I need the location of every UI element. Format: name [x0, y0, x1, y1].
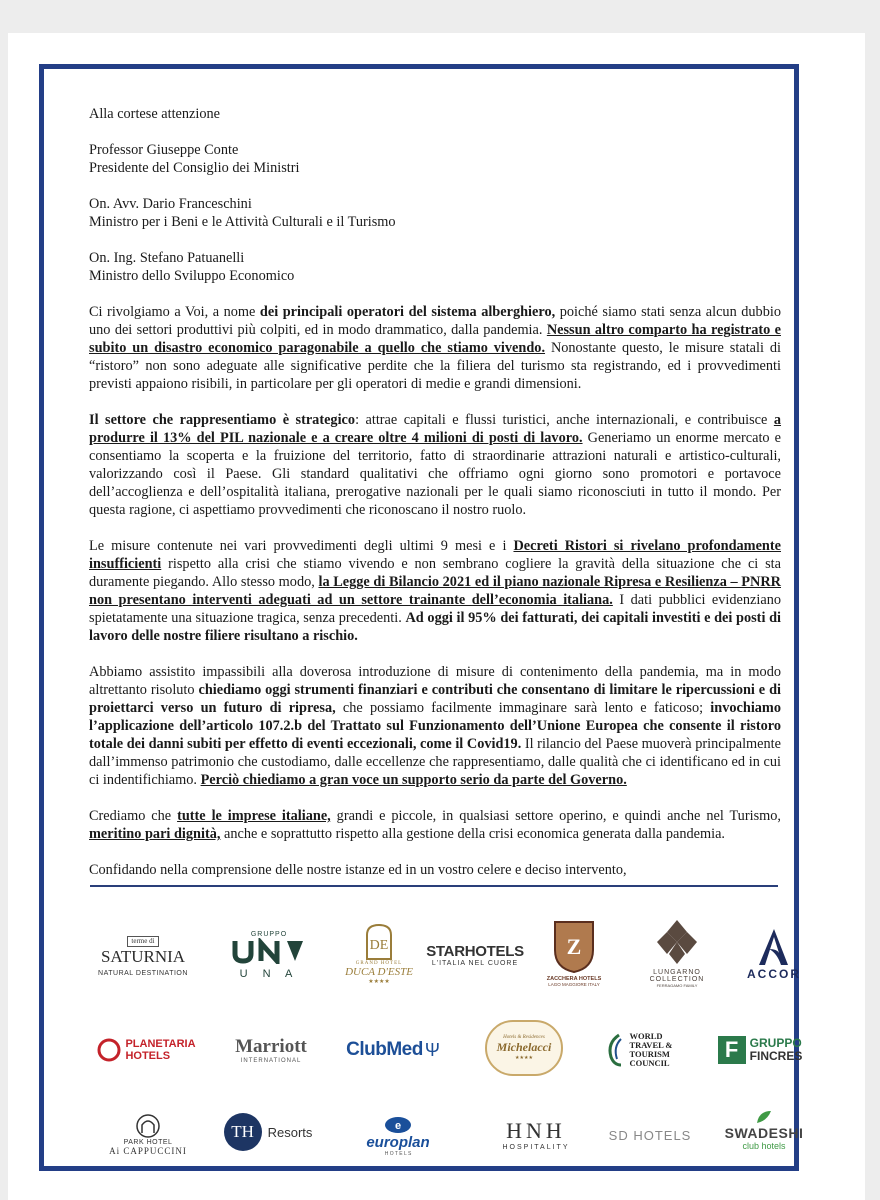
text-run-bold-underline: a produrre il 13% del PIL nazionale e a creare oltre 4 milioni di posti di lavoro. [89, 412, 782, 446]
ring-icon [96, 1037, 122, 1063]
text-run-bold: Il settore che rappresentiamo è strategico [89, 412, 356, 428]
logo-text: COLLECTION [649, 976, 705, 983]
paragraph-4 [89, 663, 781, 789]
trident-icon: Ψ [424, 1039, 440, 1060]
text-run-bold: chiediamo oggi strumenti finanziari e contributi che consentano di limitare le ripercussioni e di proiettarci verso un futuro di ripresa, [89, 682, 781, 716]
una-mark-icon [231, 938, 307, 964]
logo-text: SD HOTELS [608, 1127, 692, 1143]
globe-arc-icon [605, 1033, 625, 1067]
shield-icon [551, 916, 597, 974]
logo-grid [84, 897, 804, 1162]
text-run: Ci rivolgiamo a Voi, a nome [89, 304, 260, 320]
logo-text: FERRAGAMO FAMILY [656, 983, 698, 988]
logo-text: ZACCHERA HOTELS [546, 975, 602, 982]
recipient-name: On. Ing. Stefano Patuanelli [89, 250, 245, 266]
recipient-franceschini [89, 195, 781, 231]
svg-text:e: e [394, 1119, 402, 1132]
logo-text: Ai CAPPUCCINI [109, 1145, 187, 1156]
flower-icon [655, 918, 699, 966]
logo-park-hotel [96, 1103, 200, 1165]
recipient-role: Presidente del Consiglio dei Ministri [89, 160, 300, 176]
logo-text: terme di [127, 936, 158, 947]
logo-text: TOURISM [629, 1049, 670, 1059]
logo-europlan [338, 1109, 458, 1163]
logo-text: WORLD [629, 1031, 663, 1041]
paragraph-2 [89, 411, 781, 519]
paragraph-5 [89, 807, 781, 843]
text-run-bold-underline: Perciò chiediamo a gran voce un supporto serio da parte del Governo. [200, 772, 627, 788]
text-run: I dati pubblici evidenziano spietatamente una situazione tragica, senza precedenti. [89, 592, 782, 626]
logo-swadeshi [712, 1097, 816, 1163]
text-run: anche e soprattutto rispetto alla gestione della crisi economica generata dalla pandemia. [220, 826, 726, 842]
logo-fincres [704, 1023, 816, 1077]
globe-icon [383, 1116, 413, 1134]
logo-text: NATURAL DESTINATION [98, 969, 188, 977]
recipient-name: On. Avv. Dario Franceschini [89, 196, 252, 212]
arch-icon [134, 1113, 162, 1139]
text-run-bold-underline: la Legge di Bilancio 2021 ed il piano nazionale Ripresa e Resilienza – PNRR non presentano interventi adeguati ad un settore trainante dell’economia italiana. [89, 574, 781, 608]
logo-text: INTERNATIONAL [240, 1058, 302, 1064]
text-run: che possiamo facilmente immaginare sarà lento e faticoso; [335, 700, 711, 716]
text-run: grandi e piccole, in qualsiasi settore operino, e quindi anche nel Turismo, [330, 808, 781, 824]
logo-clubmed [328, 1027, 458, 1073]
logo-text: PLANETARIA [125, 1038, 196, 1050]
logo-duca [334, 903, 424, 1003]
logo-text: Resorts [267, 1124, 313, 1140]
logo-text: ★★★★ [368, 979, 390, 985]
text-run-bold: dei principali operatori del sistema alberghiero, [259, 304, 556, 320]
logo-text: LUNGARNO [653, 969, 701, 976]
logo-text: ★★★★ [515, 1056, 533, 1061]
th-mark-icon: TH [224, 1113, 262, 1151]
text-run: poiché siamo stati senza alcun dubbio uno dei settori produttivi più colpiti, ed in modo drammatico, dalla pandemia. [89, 304, 781, 338]
letter-body [89, 105, 781, 897]
logo-text: GRAND HOTEL [355, 961, 403, 966]
text-run: Nonostante questo, le misure statali di “ristoro” non sono adeguate alle significative perdite che la filiera del turismo sta registrando, ed i provvedimenti previsti appaiono risibili, in particolare per gli operatori di medie e grandi dimensioni. [89, 340, 781, 392]
logo-text: DUCA D'ESTE [345, 966, 413, 978]
logo-marriott [216, 1025, 326, 1075]
text-run: Il rilancio del Paese muoverà principalmente dall’immenso patrimonio che custodiamo, dalle eccellenze che rappresentiamo, dalle qualità che ci identificano ed in cui ci indentifichiamo. [89, 736, 781, 788]
logo-text: HOTELS [125, 1050, 171, 1062]
logo-accor [732, 911, 816, 997]
logo-text: PARK HOTEL [123, 1138, 173, 1146]
closing: Confidando nella comprensione delle nostre istanze ed in un vostro celere e deciso intervento, [89, 862, 627, 878]
divider [90, 885, 778, 887]
logo-sd-hotels [600, 1117, 700, 1153]
fincres-mark-icon: F [718, 1036, 746, 1064]
logo-text: ClubMed [346, 1039, 423, 1060]
svg-text:DE: DE [369, 938, 389, 953]
leaf-icon [753, 1109, 775, 1125]
logo-text: Michelacci [496, 1040, 552, 1054]
logo-michelacci [476, 1009, 572, 1087]
logo-text: FINCRES [749, 1049, 803, 1063]
logo-text: Marriott [235, 1036, 307, 1057]
recipient-name: Professor Giuseppe Conte [89, 142, 239, 158]
text-run: : attrae capitali e flussi turistici, anche internazionali, e contribuisce [355, 412, 774, 428]
text-run-bold-underline: Nessun altro comparto ha registrato e subito un disastro economico paragonabile a quello che stiamo vivendo. [89, 322, 781, 356]
logo-text: COUNCIL [629, 1058, 670, 1068]
logo-text: H O T E L S [384, 1150, 412, 1157]
recipient-conte [89, 141, 781, 177]
logo-zacchera [534, 897, 614, 1005]
logo-wttc [584, 1023, 694, 1077]
text-run: Abbiamo assistito impassibili alla doverosa introduzione di misure di contenimento della pandemia, ma in modo altrettanto risoluto [89, 664, 781, 698]
logo-text: TRAVEL & [629, 1040, 673, 1050]
recipients [89, 141, 781, 285]
crest-icon [359, 921, 399, 961]
logo-th-resorts [208, 1107, 328, 1157]
logo-text: SWADESHI [724, 1125, 804, 1141]
logo-text: HOSPITALITY [502, 1143, 570, 1151]
text-run: Generiamo un enorme mercato e consentiamo la scoperta e la fruizione del territorio, fatto di straordinarie attrazioni naturali e artistico-culturali, valorizzando così il Paese. Gli standard qualitativi che offriamo ogni giorno sono promotori e portavoce dell’accoglienza e dell’ospitalità italiana, prerogative nazionali per le quali siamo riconosciuti in tutto il mondo. Per questa ragione, ci aspettiamo provvedimenti che riconoscano il nostro ruolo. [89, 430, 781, 518]
logo-lungarno [632, 901, 722, 1005]
logo-planetaria [86, 1025, 206, 1075]
svg-text:Z: Z [566, 933, 582, 959]
text-run: Le misure contenute nei vari provvedimenti degli ultimi 9 mesi e i [89, 538, 514, 554]
text-run: rispetto alla crisi che stiamo vivendo e non sembrano cogliere la gravità della situazione che ci sta duramente piegando. Allo stesso modo, [89, 556, 781, 590]
logo-text: GRUPPO [250, 930, 288, 938]
text-run-bold: invochiamo l’applicazione dell’articolo 107.2.b del Trattato sul Funzionamento dell’Unione Europea che consente il ristoro totale dei danni subiti per effetto di eventi eccezionali, come il Covid19. [89, 700, 781, 752]
text-run-bold-underline: meritino pari dignità, [89, 826, 221, 842]
logo-text: Hotels & Residences [503, 1035, 545, 1040]
accor-mark-icon [757, 927, 791, 967]
logo-text: GRUPPO [749, 1036, 802, 1050]
paragraph-3 [89, 537, 781, 645]
logo-text: L'ITALIA NEL CUORE [431, 960, 519, 967]
text-run-bold-underline: Decreti Ristori si rivelano profondamente insufficienti [89, 538, 781, 572]
logo-text: SATURNIA [100, 946, 186, 966]
logo-text: U N A [239, 967, 299, 980]
logo-text: ACCOR [747, 967, 801, 981]
logo-starhotels [420, 925, 530, 985]
logo-una [224, 915, 314, 995]
text-run-bold-underline: tutte le imprese italiane, [177, 808, 331, 824]
text-run: Crediamo che [89, 808, 178, 824]
letter-frame [39, 64, 804, 1171]
logo-text: LAGO MAGGIORE ITALY [548, 981, 600, 987]
logo-text: club hotels [742, 1141, 786, 1151]
logo-saturnia [88, 921, 198, 991]
logo-text: HNH [506, 1117, 566, 1143]
salutation: Alla cortese attenzione [89, 106, 220, 122]
recipient-patuanelli [89, 249, 781, 285]
text-run-bold: Ad oggi il 95% dei fatturati, dei capitali investiti e dei posti di lavoro delle nostre filiere risultano a rischio. [89, 610, 781, 644]
logo-hnh [488, 1111, 584, 1157]
paragraph-1 [89, 303, 781, 393]
recipient-role: Ministro per i Beni e le Attività Culturali e il Turismo [89, 214, 396, 230]
logo-text: europlan [366, 1133, 430, 1151]
recipient-role: Ministro dello Sviluppo Economico [89, 268, 295, 284]
logo-text: STARHOTELS [426, 943, 524, 960]
